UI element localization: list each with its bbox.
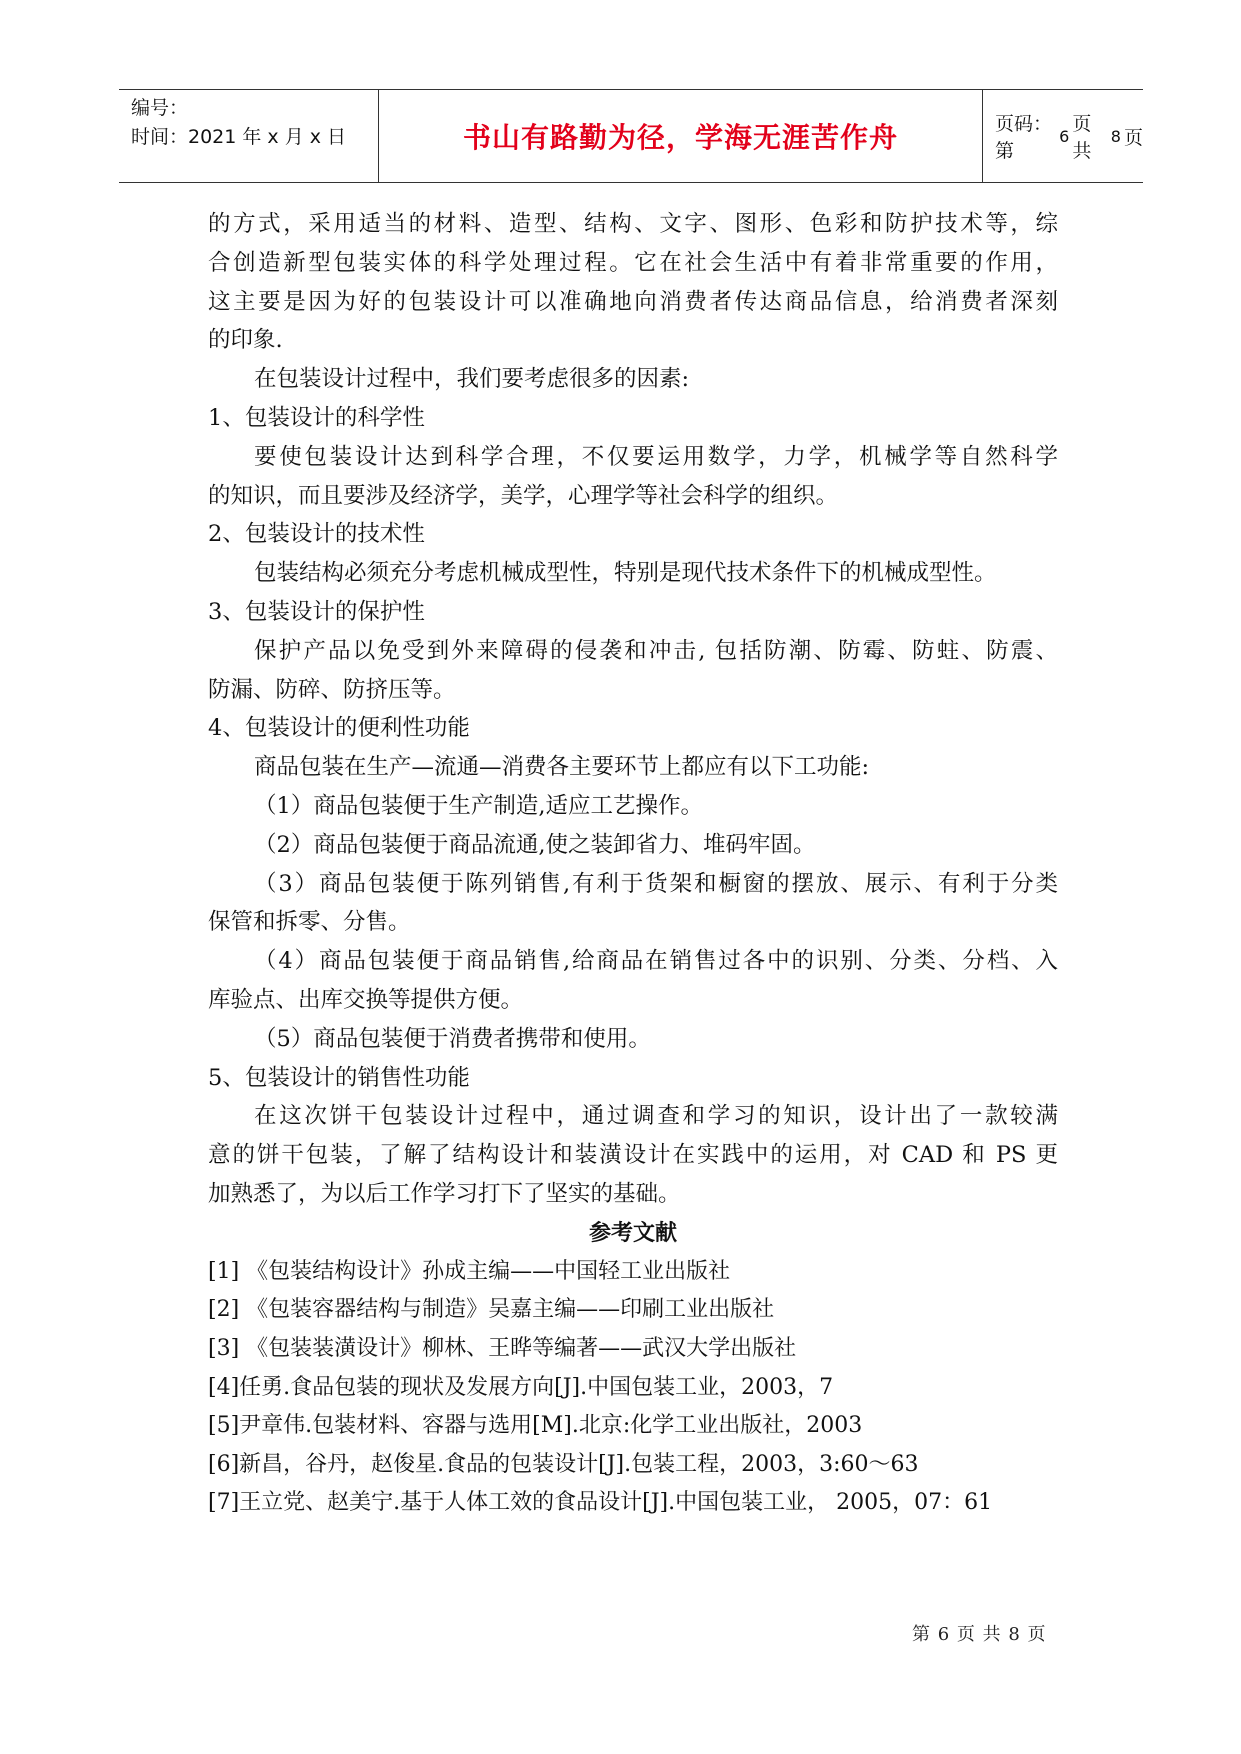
- section-heading: 2、包装设计的技术性: [208, 521, 425, 548]
- paragraph-line: 意的饼干包装，了解了结构设计和装潢设计在实践中的运用，对 CAD 和 PS 更: [208, 1142, 1058, 1169]
- paragraph-line: 要使包装设计达到科学合理，不仅要运用数学，力学，机械学等自然科学: [254, 443, 1058, 470]
- header-motto: 书山有路勤为径，学海无涯苦作舟: [462, 121, 898, 154]
- list-item: （4）商品包装便于商品销售,给商品在销售过各中的识别、分类、分档、入: [254, 948, 1058, 975]
- section-heading: 4、包装设计的便利性功能: [208, 715, 470, 742]
- section-heading: 3、包装设计的保护性: [208, 598, 425, 625]
- reference-item: [6]新昌，谷丹，赵俊星.食品的包装设计[J].包装工程，2003，3:60～63: [208, 1451, 919, 1477]
- list-item: （2）商品包装便于商品流通,使之装卸省力、堆码牢固。: [254, 831, 816, 858]
- list-item: （3）商品包装便于陈列销售,有利于货架和橱窗的摆放、展示、有利于分类: [254, 870, 1058, 897]
- section-heading: 5、包装设计的销售性功能: [208, 1064, 470, 1091]
- reference-item: [3] 《包装装潢设计》柳林、王晔等编著——武汉大学出版社: [208, 1335, 797, 1361]
- reference-item: [4]任勇.食品包装的现状及发展方向[J].中国包装工业，2003，7: [208, 1374, 834, 1400]
- references-title: 参考文献: [588, 1220, 677, 1246]
- reference-item: [1] 《包装结构设计》孙成主编——中国轻工业出版社: [208, 1258, 731, 1284]
- paragraph-line: 在包装设计过程中，我们要考虑很多的因素:: [254, 366, 690, 393]
- paragraph-line: 的印象.: [208, 327, 283, 354]
- reference-item: [5]尹章伟.包装材料、容器与选用[M].北京:化学工业出版社，2003: [208, 1413, 863, 1439]
- section-heading: 1、包装设计的科学性: [208, 404, 425, 431]
- list-item-continuation: 保管和拆零、分售。: [208, 909, 411, 936]
- header-meta: [131, 94, 379, 152]
- header-divider: [982, 90, 983, 182]
- page-prefix: 页码：第: [995, 113, 1053, 162]
- paragraph-line: 商品包装在生产—流通—消费各主要环节上都应有以下工功能:: [254, 754, 870, 781]
- paragraph-line: 合创造新型包装实体的科学处理过程。它在社会生活中有着非常重要的作用，: [208, 249, 1058, 276]
- list-item: （5）商品包装便于消费者携带和使用。: [254, 1025, 651, 1052]
- serial-number-label: 编号：: [131, 97, 189, 119]
- paragraph-line: 在这次饼干包装设计过程中，通过调查和学习的知识，设计出了一款较满: [254, 1103, 1058, 1130]
- page-mid: 页 共: [1072, 113, 1092, 162]
- document-body: [208, 205, 1058, 1523]
- list-item: （1）商品包装便于生产制造,适应工艺操作。: [254, 792, 703, 819]
- reference-item: [7]王立党、赵美宁.基于人体工效的食品设计[J].中国包装工业， 2005，07：61: [208, 1490, 993, 1516]
- page-current: 6: [1059, 126, 1070, 146]
- page-footer: 第 6 页 共 8 页: [912, 1624, 1047, 1645]
- page-total: 8: [1110, 126, 1121, 146]
- paragraph-line: 保护产品以免受到外来障碍的侵袭和冲击, 包括防潮、防霉、防蛀、防震、: [254, 637, 1058, 664]
- reference-item: [2] 《包装容器结构与制造》吴嘉主编——印刷工业出版社: [208, 1297, 775, 1323]
- header-page-info: [995, 90, 1143, 182]
- page-suffix: 页: [1123, 126, 1143, 149]
- paragraph-line: 的方式，采用适当的材料、造型、结构、文字、图形、色彩和防护技术等，综: [208, 211, 1058, 237]
- date-label: 时间：2021 年 x 月 x 日: [131, 126, 347, 148]
- paragraph-line: 这主要是因为好的包装设计可以准确地向消费者传达商品信息，给消费者深刻: [208, 288, 1058, 315]
- page-header: [119, 89, 1143, 183]
- paragraph-line: 加熟悉了，为以后工作学习打下了坚实的基础。: [208, 1180, 681, 1207]
- paragraph-line: 的知识，而且要涉及经济学，美学，心理学等社会科学的组织。: [208, 482, 839, 509]
- paragraph-line: 包装结构必须充分考虑机械成型性，特别是现代技术条件下的机械成型性。: [254, 560, 997, 587]
- list-item-continuation: 库验点、出库交换等提供方便。: [208, 986, 524, 1013]
- paragraph-line: 防漏、防碎、防挤压等。: [208, 676, 456, 703]
